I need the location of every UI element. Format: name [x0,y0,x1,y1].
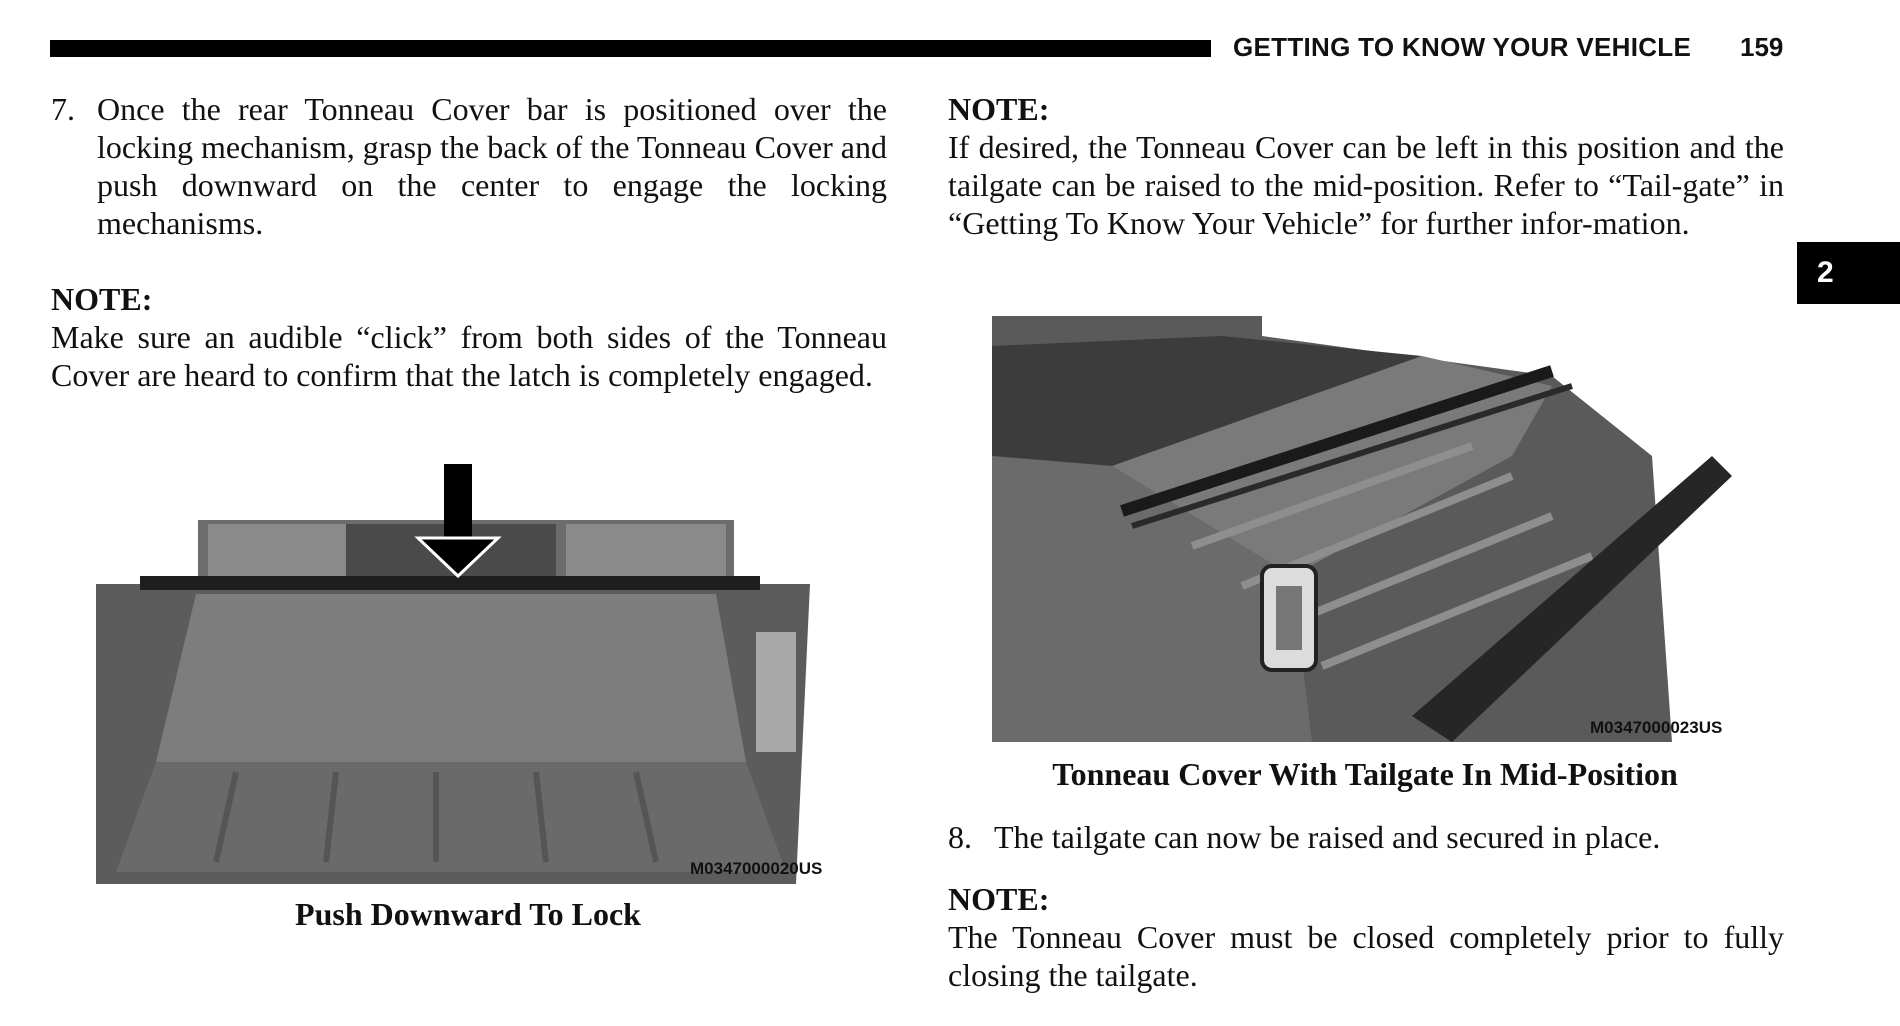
note1-text: If desired, the Tonneau Cover can be left in this position and the tailgate can be raised to the mid-position. Refer to “Tail-gate” in “Getting To Know Your Vehicle” for further infor-mation. [948,129,1784,241]
note1-heading: NOTE: [948,91,1050,127]
step-8-text: The tailgate can now be raised and secured in place. [994,819,1661,855]
right-column [948,90,1784,242]
note2-heading: NOTE: [948,881,1050,917]
chapter-tab-label: 2 [1817,256,1834,289]
left-figure-code: M0347000020US [690,859,823,878]
step-7 [51,90,887,242]
tailgate-drawing [992,316,1738,742]
note-heading: NOTE: [51,281,153,317]
note-text: Make sure an audible “click” from both sides of the Tonneau Cover are heard to confirm that the latch is completely engaged. [51,319,887,393]
right-figure-code: M0347000023US [1590,718,1723,737]
right-column-lower [948,818,1784,994]
left-figure-caption: Push Downward To Lock [295,896,641,932]
tailgate-mid-position-illustration [992,316,1738,742]
push-downward-illustration [96,462,810,884]
truck-bed-drawing [96,462,810,884]
step-7-number: 7. [51,91,75,127]
section-title: GETTING TO KNOW YOUR VEHICLE [1233,32,1692,62]
page-number: 159 [1740,32,1784,62]
chapter-tab [1797,242,1900,304]
step-8-number: 8. [948,819,972,855]
step-8 [948,818,1784,856]
header-rule [50,40,1211,57]
step-7-text: Once the rear Tonneau Cover bar is positioned over the locking mechanism, grasp the back of the Tonneau Cover and push downward on the center to engage the locking mechanisms. [97,91,887,241]
note2-text: The Tonneau Cover must be closed completely prior to fully closing the tailgate. [948,919,1784,993]
left-column [51,90,887,394]
right-figure-caption: Tonneau Cover With Tailgate In Mid-Position [1052,756,1678,792]
